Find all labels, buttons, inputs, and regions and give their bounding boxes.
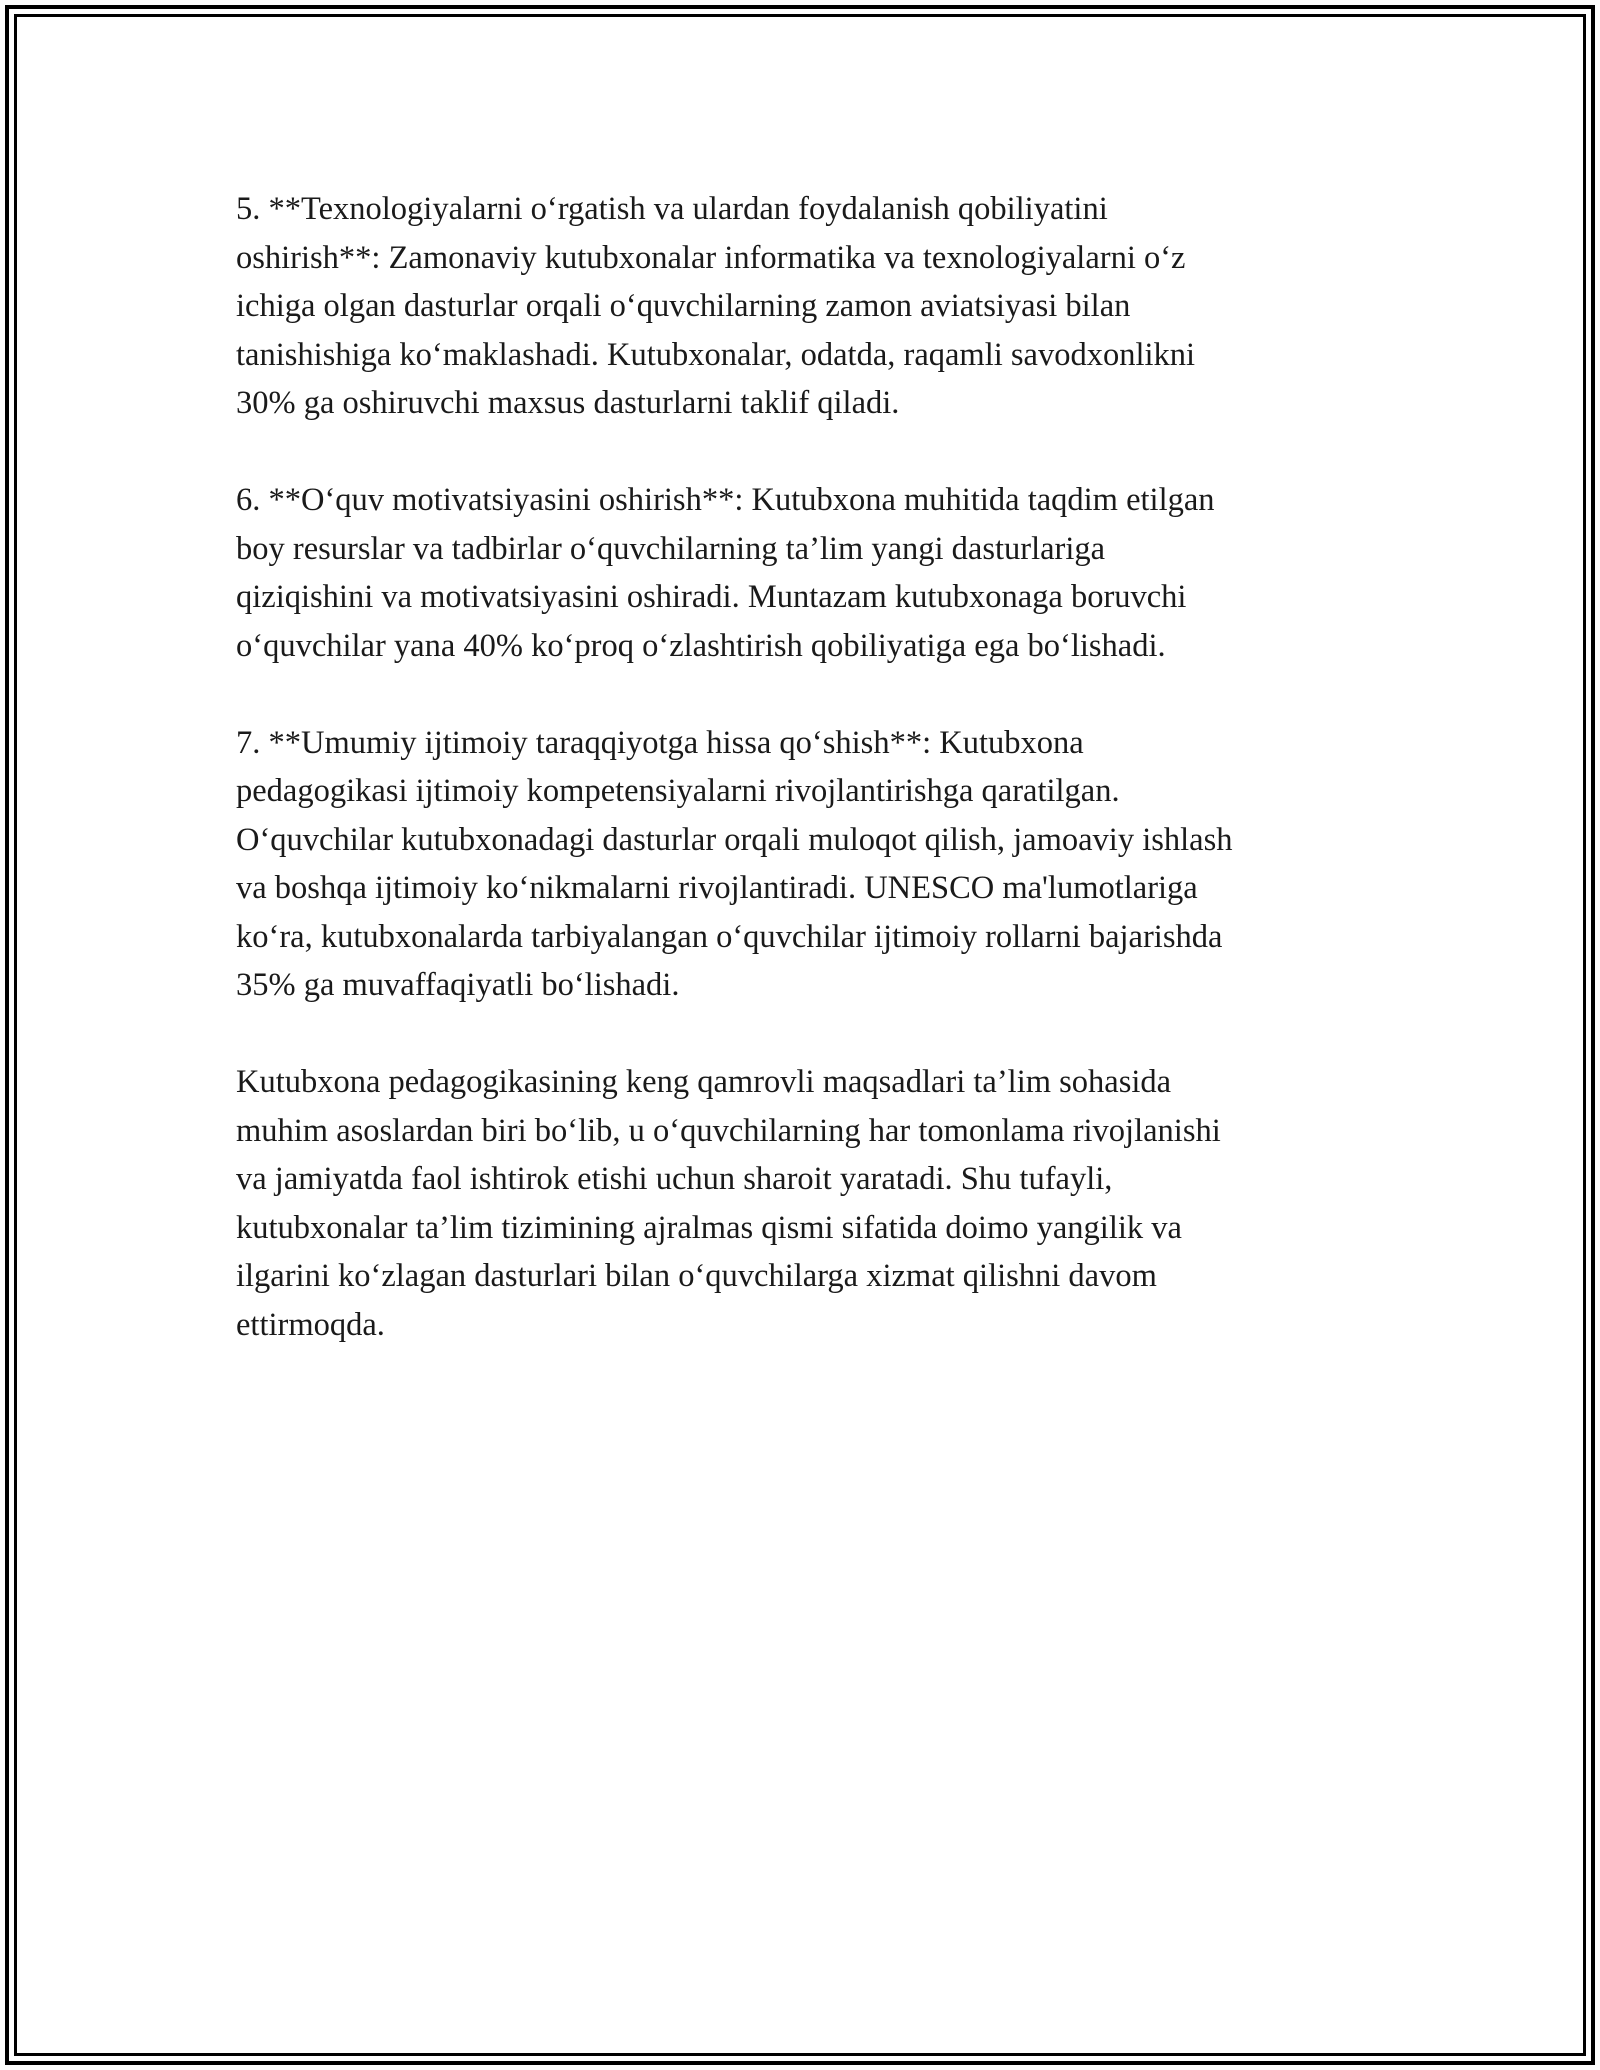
- text-line: 30% ga oshiruvchi maxsus dasturlarni taklif qiladi.: [236, 385, 900, 421]
- text-line: boy resurslar va tadbirlar o‘quvchilarning ta’lim yangi dasturlariga: [236, 530, 1106, 567]
- text-line: o‘quvchilar yana 40% ko‘proq o‘zlashtirish qobiliyatiga ega bo‘lishadi.: [236, 627, 1166, 664]
- text-line: 35% ga muvaffaqiyatli bo‘lishadi.: [236, 967, 680, 1003]
- text-line: ichiga olgan dasturlar orqali o‘quvchilarning zamon aviatsiyasi bilan: [236, 288, 1131, 324]
- paragraph-item-7: [236, 719, 1366, 1010]
- text-line: tanishishiga ko‘maklashadi. Kutubxonalar, odatda, raqamli savodxonlikni: [236, 336, 1196, 373]
- text-line: qiziqishini va motivatsiyasini oshiradi. Muntazam kutubxonaga boruvchi: [236, 579, 1187, 615]
- paragraph-item-5: [236, 185, 1366, 428]
- text-line: ilgarini ko‘zlagan dasturlari bilan o‘quvchilarga xizmat qilishni davom: [236, 1258, 1157, 1294]
- text-line: 7. **Umumiy ijtimoiy taraqqiyotga hissa qo‘shish**: Kutubxona: [236, 724, 1084, 761]
- document-body: [236, 185, 1366, 1398]
- paragraph-item-6: [236, 476, 1366, 670]
- text-line: va boshqa ijtimoiy ko‘nikmalarni rivojlantiradi. UNESCO ma'lumotlariga: [236, 870, 1198, 906]
- paragraph-conclusion: [236, 1058, 1366, 1349]
- text-line: pedagogikasi ijtimoiy kompetensiyalarni rivojlantirishga qaratilgan.: [236, 773, 1120, 809]
- text-line: Kutubxona pedagogikasining keng qamrovli maqsadlari ta’lim sohasida: [236, 1064, 1172, 1100]
- text-line: 5. **Texnologiyalarni o‘rgatish va ulardan foydalanish qobiliyatini: [236, 191, 1108, 227]
- text-line: va jamiyatda faol ishtirok etishi uchun sharoit yaratadi. Shu tufayli,: [236, 1161, 1113, 1197]
- text-line: oshirish**: Zamonaviy kutubxonalar informatika va texnologiyalarni o‘z: [236, 239, 1186, 276]
- text-line: ko‘ra, kutubxonalarda tarbiyalangan o‘quvchilar ijtimoiy rollarni bajarishda: [236, 918, 1223, 955]
- text-line: kutubxonalar ta’lim tizimining ajralmas qismi sifatida doimo yangilik va: [236, 1209, 1182, 1246]
- text-line: muhim asoslardan biri bo‘lib, u o‘quvchilarning har tomonlama rivojlanishi: [236, 1112, 1221, 1149]
- text-line: O‘quvchilar kutubxonadagi dasturlar orqali muloqot qilish, jamoaviy ishlash: [236, 821, 1233, 858]
- text-line: ettirmoqda.: [236, 1306, 385, 1343]
- text-line: 6. **O‘quv motivatsiyasini oshirish**: Kutubxona muhitida taqdim etilgan: [236, 482, 1215, 518]
